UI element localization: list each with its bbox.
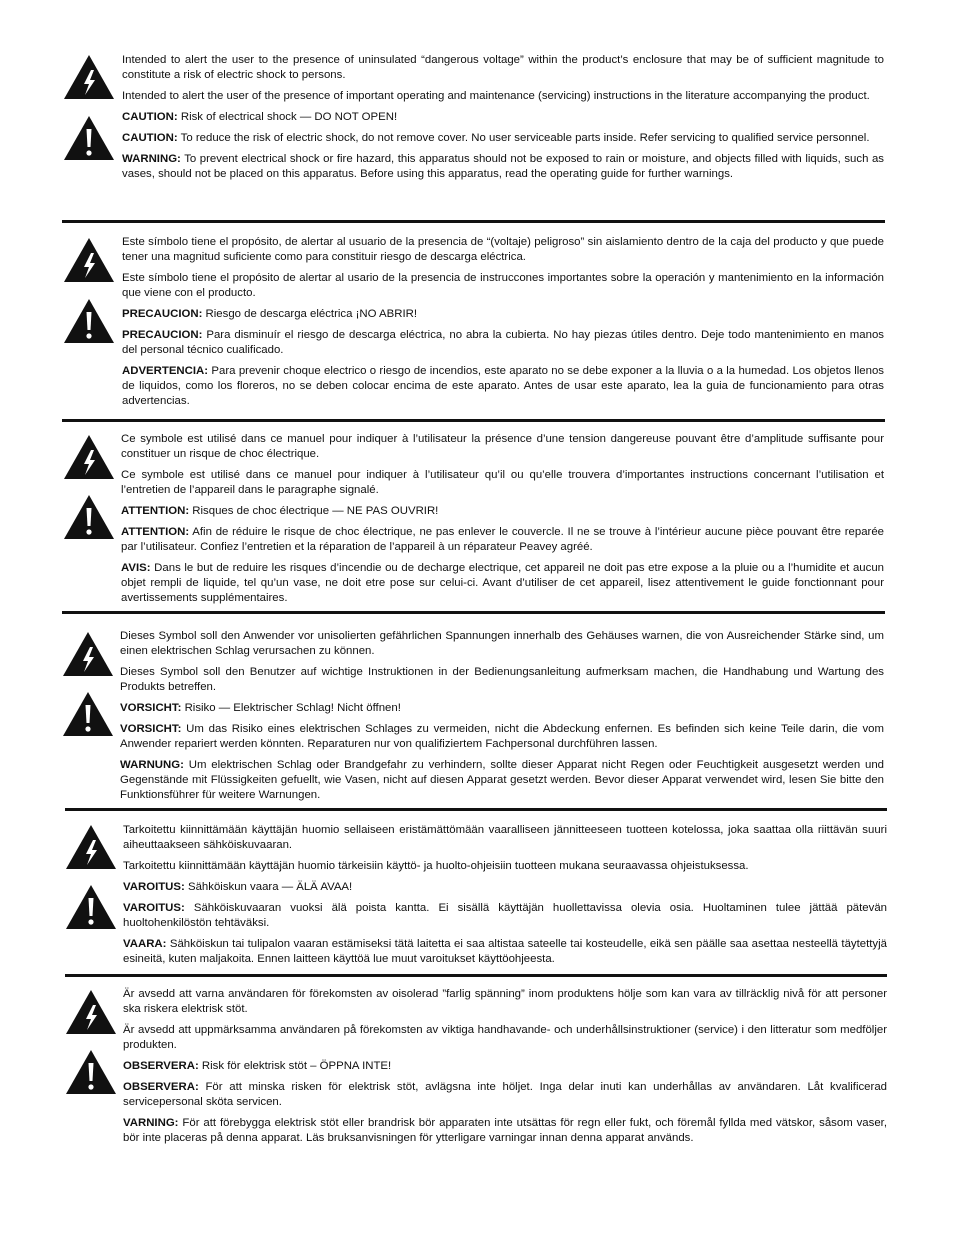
- paragraph-text: Risiko — Elektrischer Schlag! Nicht öffnen!: [184, 702, 401, 714]
- paragraph-text: Afin de réduire le risque de choc électrique, ne pas enlever le couvercle. Il ne se trouve à l’intérieur aucune pièce pouvant être reparée par l’utilisateur. Confiez l’entretien et la réparation de l’appareil à un réparateur Peavey agréé.: [121, 526, 884, 553]
- paragraph-text: För att minska risken för elektrisk stöt, avlägsna inte höljet. Inga delar inuti kan underhållas av användaren. Låt kvalificerad servicepersonal sköta servicen.: [123, 1081, 887, 1108]
- paragraph-label: OBSERVERA:: [123, 1060, 199, 1072]
- section-text: [123, 987, 887, 1152]
- paragraph: [123, 1023, 887, 1053]
- paragraph-text: Dieses Symbol soll den Anwender vor unisolierten gefährlichen Spannungen innerhalb des Gehäuses warnen, die von Ausreichender Stärke sind, um einen elektrischen Schlag verursachen zu können.: [120, 630, 884, 657]
- paragraph-label: VORSICHT:: [120, 702, 182, 714]
- paragraph-text: Intended to alert the user to the presence of uninsulated “dangerous voltage” within the product’s enclosure that may be of sufficient magnitude to constitute a risk of electric shock to persons.: [122, 54, 884, 81]
- paragraph-text: Tarkoitettu kiinnittämään käyttäjän huomio tärkeisiin käyttö- ja huolto-ohjeisiin tuotteen mukana seuraavassa ohjeistuksessa.: [123, 860, 749, 872]
- paragraph-text: Risk of electrical shock — DO NOT OPEN!: [180, 111, 398, 123]
- paragraph-text: Para prevenir choque electrico o riesgo de incendios, este aparato no se debe exponer a la lluvia o a la humedad. Los objetos llenos de liquidos, como los floreros, no se deben colocar encima de este aparato. Antes de usar este aparato, lea la guia de funcionamiento para otras advertencias.: [122, 365, 884, 407]
- paragraph-label: PRECAUCION:: [122, 308, 203, 320]
- paragraph-text: Este símbolo tiene el propósito de alertar al usario de la presencia de instruccones importantes sobre la operación y mantenimiento en la información que viene con el producto.: [122, 272, 884, 299]
- paragraph-text: Riesgo de descarga eléctrica ¡NO ABRIR!: [205, 308, 417, 320]
- paragraph-label: CAUTION:: [122, 132, 178, 144]
- paragraph: [123, 1080, 887, 1110]
- paragraph-label: VORSICHT:: [120, 723, 182, 735]
- paragraph-label: AVIS:: [121, 562, 151, 574]
- paragraph-label: ATTENTION:: [121, 526, 190, 538]
- paragraph-text: Tarkoitettu kiinnittämään käyttäjän huomio sellaiseen eristämättömään vaaralliseen jännitteeseen tuotteen kotelossa, joka saattaa olla riittävän suuri aiheuttaakseen sähköiskuvaaran.: [123, 824, 887, 851]
- paragraph-label: ADVERTENCIA:: [122, 365, 209, 377]
- paragraph-text: För att förebygga elektrisk stöt eller brandrisk bör apparaten inte utsättas för regn eller fukt, och föremål fyllda med vätskor, såsom vaser, bör inte placeras på denna apparat. Läs bruksanvisningen för ytterligare varningar innan denna apparat används.: [123, 1117, 887, 1144]
- paragraph-text: Är avsedd att varna användaren för förekomsten av oisolerad ”farlig spänning” inom produktens hölje som kan vara av tillräcklig nivå för att personer ska riskera elektrisk stöt.: [123, 988, 887, 1015]
- paragraph-text: Risk för elektrisk stöt – ÖPPNA INTE!: [201, 1060, 392, 1072]
- paragraph-label: VAROITUS:: [123, 881, 185, 893]
- paragraph-text: Um das Risiko eines elektrischen Schlages zu vermeiden, nicht die Abdeckung enfernen. Es befinden sich keine Teile darin, die vom Anwender repariert werden könnten. Reparaturen nur von qualifiziertem Fachpersonal durchführen lassen.: [120, 723, 884, 750]
- paragraph: [123, 1059, 887, 1074]
- paragraph-label: WARNING:: [122, 153, 181, 165]
- paragraph-text: Este símbolo tiene el propósito, de alertar al usuario de la presencia de “(voltaje) peligroso” sin aislamiento dentro de la caja del producto y que puede tener una magnitud suficiente como para constituir riesgo de descarga eléctrica.: [122, 236, 884, 263]
- paragraph-text: To prevent electrical shock or fire hazard, this apparatus should not be exposed to rain or moisture, and objects filled with liquids, such as vases, should not be placed on this apparatus. Before using this apparatus, read the operating guide for further warnings.: [122, 153, 884, 180]
- paragraph-text: Dieses Symbol soll den Benutzer auf wichtige Instruktionen in der Bedienungsanleitung aufmerksam machen, die Handhabung und Wartung des Produkts betreffen.: [120, 666, 884, 693]
- lightning-warning-icon: [64, 988, 118, 1036]
- paragraph-label: VAROITUS:: [123, 902, 185, 914]
- paragraph: [123, 987, 887, 1017]
- paragraph-text: To reduce the risk of electric shock, do not remove cover. No user serviceable parts inside. Refer servicing to qualified service personnel.: [180, 132, 870, 144]
- paragraph-text: Dans le but de reduire les risques d’incendie ou de decharge electrique, cet appareil ne doit pas etre expose a la pluie ou a l’humidite et aucun objet rempli de liquide, tel qu’un vase, ne doit etre pose sur celui-ci. Avant d’utiliser de cet appareil, lisez attentivement le guide fonctionnant pour avertissements supplémentaires.: [121, 562, 884, 604]
- paragraph-text: Sähköiskun tai tulipalon vaaran estämiseksi tätä laitetta ei saa altistaa sateelle tai kosteudelle, eikä sen päälle saa asettaa nesteellä täytettyjä esineitä, kuten maljakoita. Ennen laitteen käyttöä lue muut varoitukset käyttöohjeesta.: [123, 938, 887, 965]
- paragraph-text: Intended to alert the user of the presence of important operating and maintenance (servicing) instructions in the literature accompanying the product.: [122, 90, 870, 102]
- paragraph-text: Um elektrischen Schlag oder Brandgefahr zu verhindern, sollte dieser Apparat nicht Regen oder Feuchtigkeit ausgesetzt werden und Gegenstände mit Flüssigkeiten gefuellt, wie Vasen, nicht auf diesen Apparat gesetzt werden. Bevor dieser Apparat verwendet wird, lesen Sie bitte den Funktionsführer für weitere Warnungen.: [120, 759, 885, 801]
- paragraph-text: Är avsedd att uppmärksamma användaren på förekomsten av viktiga handhavande- och underhållsinstruktioner (service) i den litteratur som medföljer produkten.: [123, 1024, 887, 1051]
- paragraph-label: VARNING:: [123, 1117, 179, 1129]
- paragraph-text: Sähköiskuvaaran vuoksi älä poista kantta. Ei sisällä käyttäjän huollettavissa olevia osia. Huoltaminen tulee jättää pätevän huoltohenkilöstön tehtäväksi.: [123, 902, 887, 929]
- paragraph-label: PRECAUCION:: [122, 329, 203, 341]
- paragraph-text: Sähköiskun vaara — ÄLÄ AVAA!: [187, 881, 353, 893]
- paragraph-text: Risques de choc électrique — NE PAS OUVRIR!: [192, 505, 439, 517]
- paragraph-label: VAARA:: [123, 938, 167, 950]
- paragraph-label: CAUTION:: [122, 111, 178, 123]
- paragraph: [123, 1116, 887, 1146]
- paragraph-label: ATTENTION:: [121, 505, 190, 517]
- paragraph-label: WARNUNG:: [120, 759, 184, 771]
- paragraph-text: Para disminuír el riesgo de descarga eléctrica, no abra la cubierta. No hay piezas útiles dentro. Deje todo mantenimiento en manos del personal técnico cualificado.: [122, 329, 884, 356]
- paragraph-text: Ce symbole est utilisé dans ce manuel pour indiquer à l’utilisateur la présence d’une tension dangereuse pouvant être d’amplitude suffisante pour constituer un risque de choc électrique.: [121, 433, 884, 460]
- paragraph-label: OBSERVERA:: [123, 1081, 199, 1093]
- exclamation-warning-icon: [64, 1048, 118, 1096]
- paragraph-text: Ce symbole est utilisé dans ce manuel pour indiquer à l’utilisateur qu’il ou qu’elle trouvera d’importantes instructions concernant l’utilisation et l’entretien de l’appareil dans le paragraphe signalé.: [121, 469, 884, 496]
